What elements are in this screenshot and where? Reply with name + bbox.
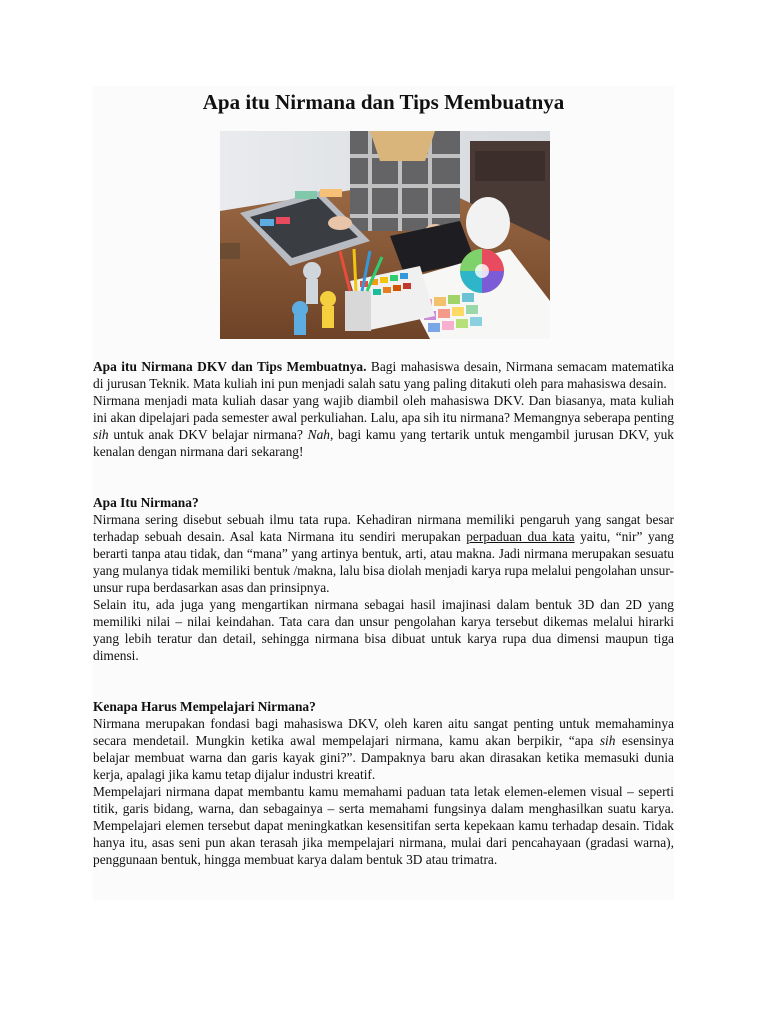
- perpaduan-dua-kata-link[interactable]: perpaduan dua kata: [466, 529, 575, 544]
- article-body: [93, 358, 674, 868]
- section1-paragraph-2: Selain itu, ada juga yang mengartikan nirmana sebagai hasil imajinasi dalam bentuk 3D dan 2D yang memiliki nilai – nilai keindahan. Tata cara dan unsur pengolahan karya tersebut dikemas melalui hirarki yang lebih teratur dan detail, sehingga nirmana bisa dibuat untuk karya rupa dua dimensi maupun tiga dimensi.: [93, 597, 674, 663]
- intro-lead: Apa itu Nirmana DKV dan Tips Membuatnya.: [93, 359, 367, 374]
- section2-paragraph-1: Nirmana merupakan fondasi bagi mahasiswa DKV, oleh karen aitu sangat penting untuk memahaminya secara mendetail. Mungkin ketika awal mempelajari nirmana, kamu akan berpikir, “apa sih esensinya belajar membuat warna dan garis kayak gini?”. Dampaknya baru akan dirasakan ketika memasuki dunia kerja, apalagi jika kamu tetap dijalur industri kreatif.: [93, 716, 674, 782]
- document-page: [93, 86, 674, 900]
- section2-paragraph-2: Mempelajari nirmana dapat membantu kamu memahami paduan tata letak elemen-elemen visual – seperti titik, garis bidang, warna, dan sebagainya – serta memahami fungsinya dalam menghasilkan suatu karya. Mempelajari elemen tersebut dapat meningkatkan kesensitifan serta kepekaan kamu terhadap desain. Tidak hanya itu, asas seni pun akan terasah jika mempelajari nirmana, mulai dari pencahayaan (gradasi warna), penggunaan bentuk, hingga membuat karya dalam bentuk 3D atau trimatra.: [93, 784, 674, 867]
- intro-paragraph-1: Apa itu Nirmana DKV dan Tips Membuatnya. Bagi mahasiswa desain, Nirmana semacam matematika di jurusan Teknik. Mata kuliah ini pun menjadi salah satu yang paling ditakuti oleh para mahasiswa desain.: [93, 359, 674, 391]
- section-heading-kenapa-harus: Kenapa Harus Mempelajari Nirmana?: [93, 699, 316, 714]
- intro-paragraph-2: Nirmana menjadi mata kuliah dasar yang wajib diambil oleh mahasiswa DKV. Dan biasanya, mata kuliah ini akan dipelajari pada semester awal perkuliahan. Lalu, apa sih itu nirmana? Memangnya seberapa penting sih untuk anak DKV belajar nirmana? Nah, bagi kamu yang tertarik untuk mengambil jurusan DKV, yuk kenalan dengan nirmana dari sekarang!: [93, 393, 674, 459]
- article-title: Apa itu Nirmana dan Tips Membuatnya: [202, 90, 565, 114]
- hero-image: [220, 131, 550, 339]
- section1-paragraph-1: Nirmana sering disebut sebuah ilmu tata rupa. Kehadiran nirmana memiliki pengaruh yang sangat besar terhadap sebuah desain. Asal kata Nirmana itu sendiri merupakan perpaduan dua kata yaitu, “nir” yang berarti tanpa atau tidak, dan “mana” yang artinya bentuk, arti, atau makna. Jadi nirmana merupakan sesuatu yang mulanya tidak memiliki bentuk /makna, lalu bisa diolah menjadi karya rupa melalui pengolahan unsur-unsur rupa berdasarkan asas dan prinsipnya.: [93, 512, 674, 595]
- section-heading-apa-itu-nirmana: Apa Itu Nirmana?: [93, 495, 199, 510]
